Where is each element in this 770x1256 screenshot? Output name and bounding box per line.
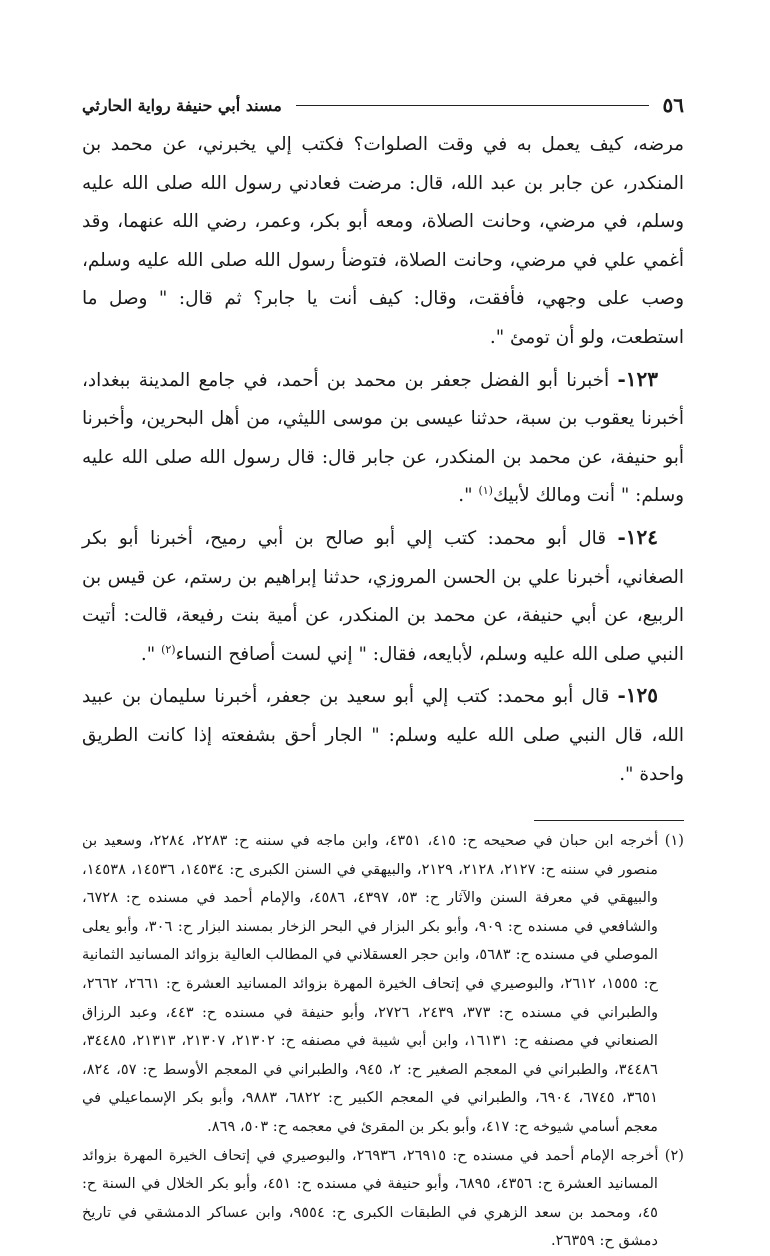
footnote-2: (٢) أخرجه الإمام أحمد في مسنده ح: ٢٦٩١٥، ٢٦٩٣٦، والبوصيري في إتحاف الخيرة المهرة بزوائد المسانيد العشرة ح: ٤٣٥٦، ٦٨٩٥، وأبو حنيفة في مسنده ح: ٤٥١، وأبو بكر الخلال في السنة ح: ٤٥، ومحمد بن سعد الزهري في الطبقات الكبرى ح: ٩٥٥٤، وابن عساكر الدمشقي في تاريخ دمشق ح: ٢٦٣٥٩. [82,1146,684,1250]
hadith-text: أخبرنا أبو الفضل جعفر بن محمد بن أحمد، في جامع المدينة ببغداد، أخبرنا يعقوب بن سبة، حدثنا عيسى بن موسى الليثي، من أهل البحرين، وأخبرنا أبو حنيفة، عن محمد بن المنكدر، عن جابر قال: قال رسول الله صلى الله عليه وسلم: " أنت ومالك لأبيك [82,369,684,507]
book-page [82,92,684,1256]
footnote-ref[interactable]: (١) [478,484,493,498]
footnote-separator [534,820,684,821]
footnote-ref[interactable]: (٢) [161,642,176,656]
main-text [82,126,684,794]
hadith-123 [82,360,684,516]
footnote-1: (١) أخرجه ابن حبان في صحيحه ح: ٤١٥، ٤٣٥١، وابن ماجه في سننه ح: ٢٢٨٣، ٢٢٨٤، وسعيد بن منصور في سننه ح: ٢١٢٧، ٢١٢٨، ٢١٢٩، والبيهقي في السنن الكبرى ح: ١٤٥٣٤، ١٤٥٣٦، ١٤٥٣٨، والبيهقي في معرفة السنن والآثار ح: ٥٣، ٤٣٩٧، ٤٥٨٦، والإمام أحمد في مسنده ح: ٦٧٢٨، والشافعي في مسنده ح: ٩٠٩، وأبو بكر البزار في البحر الزخار بمسند البزار ح: ٣٠٦، وأبو يعلى الموصلي في مسنده ح: ٥٦٨٣، وابن حجر العسقلاني في المطالب العالية بزوائد المسانيد الثمانية ح: ١٥٥٥، ٢٦١٢، والبوصيري في إتحاف الخيرة المهرة بزوائد المسانيد العشرة ح: ٢٦٦١، ٢٦٦٢، والطبراني في مسنده ح: ٣٧٣، ٢٤٣٩، ٢٧٢٦، وأبو حنيفة في مسنده ح: ٤٤٣، وعبد الرزاق الصنعاني في مصنفه ح: ١٦١٣١، وابن أبي شيبة في مصنفه ح: ٢١٣٠٢، ٢١٣٠٧، ٢١٣١٣، ٣٤٤٨٥، ٣٤٤٨٦، والطبراني في المعجم الصغير ح: ٢، ٩٤٥، والطبراني في المعجم الأوسط ح: ٥٧، ٨٢٤، ٣٦٥١، ٦٧٤٥، ٦٩٠٤، والطبراني في المعجم الكبير ح: ٦٨٢٢، ٩٨٨٣، وأبو بكر الإسماعيلي في معجم أسامي شيوخه ح: ٤١٧، وأبو بكر بن المقرئ في معجمه ح: ٥٠٣، ٨٦٩. [82,832,684,1136]
hadith-125 [82,676,684,794]
hadith-number: ١٢٤- [617,524,658,549]
hadith-number: ١٢٣- [617,366,658,391]
hadith-text: قال أبو محمد: كتب إلي أبو سعيد بن جعفر، أخبرنا سليمان بن عبيد الله، قال النبي صلى الله عليه وسلم: " الجار أحق بشفعته إذا كانت الطريق واحدة ". [82,686,684,785]
hadith-end: ". [140,643,162,665]
book-title: مسند أبي حنيفة رواية الحارثي [82,95,282,115]
footnotes [82,827,684,1256]
header-rule [296,105,649,106]
continued-paragraph: مرضه، كيف يعمل به في وقت الصلوات؟ فكتب إلي يخبرني، عن محمد بن المنكدر، عن جابر بن عبد الله، قال: مرضت فعادني رسول الله صلى الله عليه وسلم، في مرضي، وحانت الصلاة، ومعه أبو بكر، وعمر، رضي الله عنهما، وقد أغمي علي في مرضي، وحانت الصلاة، فتوضأ رسول الله صلى الله عليه وسلم، وصب على وجهي، فأفقت، وقال: كيف أنت يا جابر؟ ثم قال: " وصل ما استطعت، ولو أن تومئ ". [82,134,684,348]
hadith-number: ١٢٥- [617,683,658,708]
running-header [82,92,684,118]
page-number: ٥٦ [662,93,684,117]
hadith-end: ". [458,485,479,507]
hadith-text: قال أبو محمد: كتب إلي أبو صالح بن أبي رميح، أخبرنا أبو بكر الصغاني، أخبرنا علي بن الحسن المروزي، حدثنا إبراهيم بن رستم، عن قيس بن الربيع، عن أبي حنيفة، عن محمد بن المنكدر، عن أمية بنت رفيعة، قالت: أتيت النبي صلى الله عليه وسلم، لأبايعه، فقال: " إني لست أصافح النساء [82,527,684,665]
hadith-124 [82,518,684,674]
